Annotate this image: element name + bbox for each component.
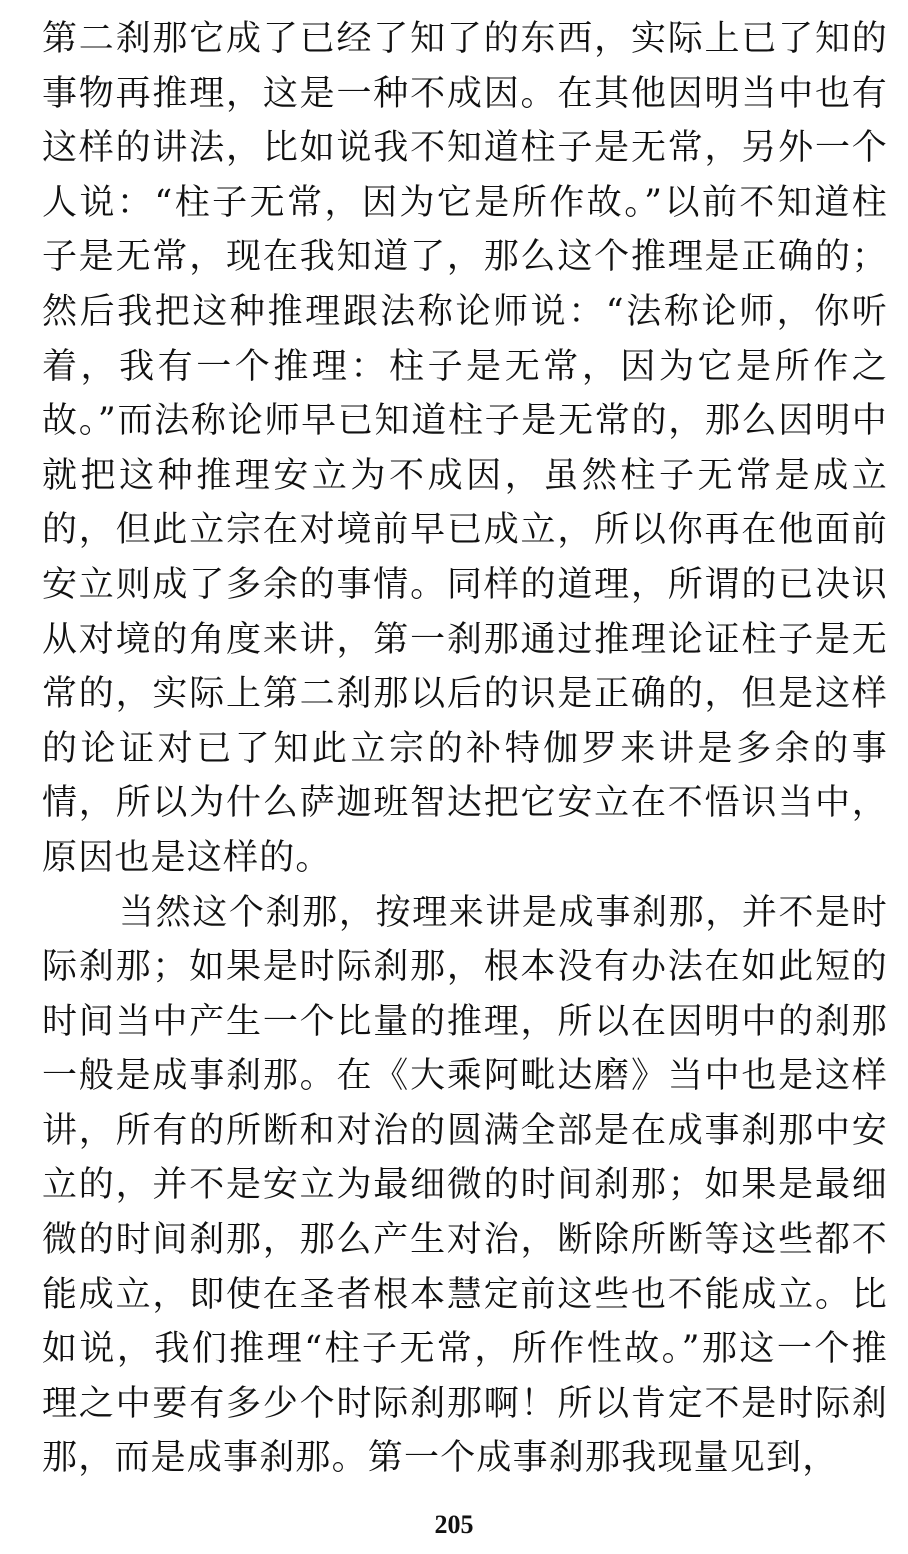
body-text bbox=[42, 12, 888, 1486]
page-number: 205 bbox=[434, 1510, 474, 1539]
paragraph-1: 第二刹那它成了已经了知了的东西，实际上已了知的事物再推理，这是一种不成因。在其他因明当中也有这样的讲法，比如说我不知道柱子是无常，另外一个人说：“柱子无常，因为它是所作故。”以前不知道柱子是无常，现在我知道了，那么这个推理是正确的；然后我把这种推理跟法称论师说：“法称论师，你听着，我有一个推理：柱子是无常，因为它是所作之故。”而法称论师早已知道柱子是无常的，那么因明中就把这种推理安立为不成因，虽然柱子无常是成立的，但此立宗在对境前早已成立，所以你再在他面前安立则成了多余的事情。同样的道理，所谓的已决识从对境的角度来讲，第一刹那通过推理论证柱子是无常的，实际上第二刹那以后的识是正确的，但是这样的论证对已了知此立宗的补特伽罗来讲是多余的事情，所以为什么萨迦班智达把它安立在不悟识当中，原因也是这样的。 bbox=[42, 19, 888, 878]
paragraph-2: 当然这个刹那，按理来讲是成事刹那，并不是时际刹那；如果是时际刹那，根本没有办法在如此短的时间当中产生一个比量的推理，所以在因明中的刹那一般是成事刹那。在《大乘阿毗达磨》当中也是这样讲，所有的所断和对治的圆满全部是在成事刹那中安立的，并不是安立为最细微的时间刹那；如果是最细微的时间刹那，那么产生对治，断除所断等这些都不能成立，即使在圣者根本慧定前这些也不能成立。比如说，我们推理“柱子无常，所作性故。”那这一个推理之中要有多少个时际刹那啊！所以肯定不是时际刹那，而是成事刹那。第一个成事刹那我现量见到， bbox=[42, 892, 888, 1479]
